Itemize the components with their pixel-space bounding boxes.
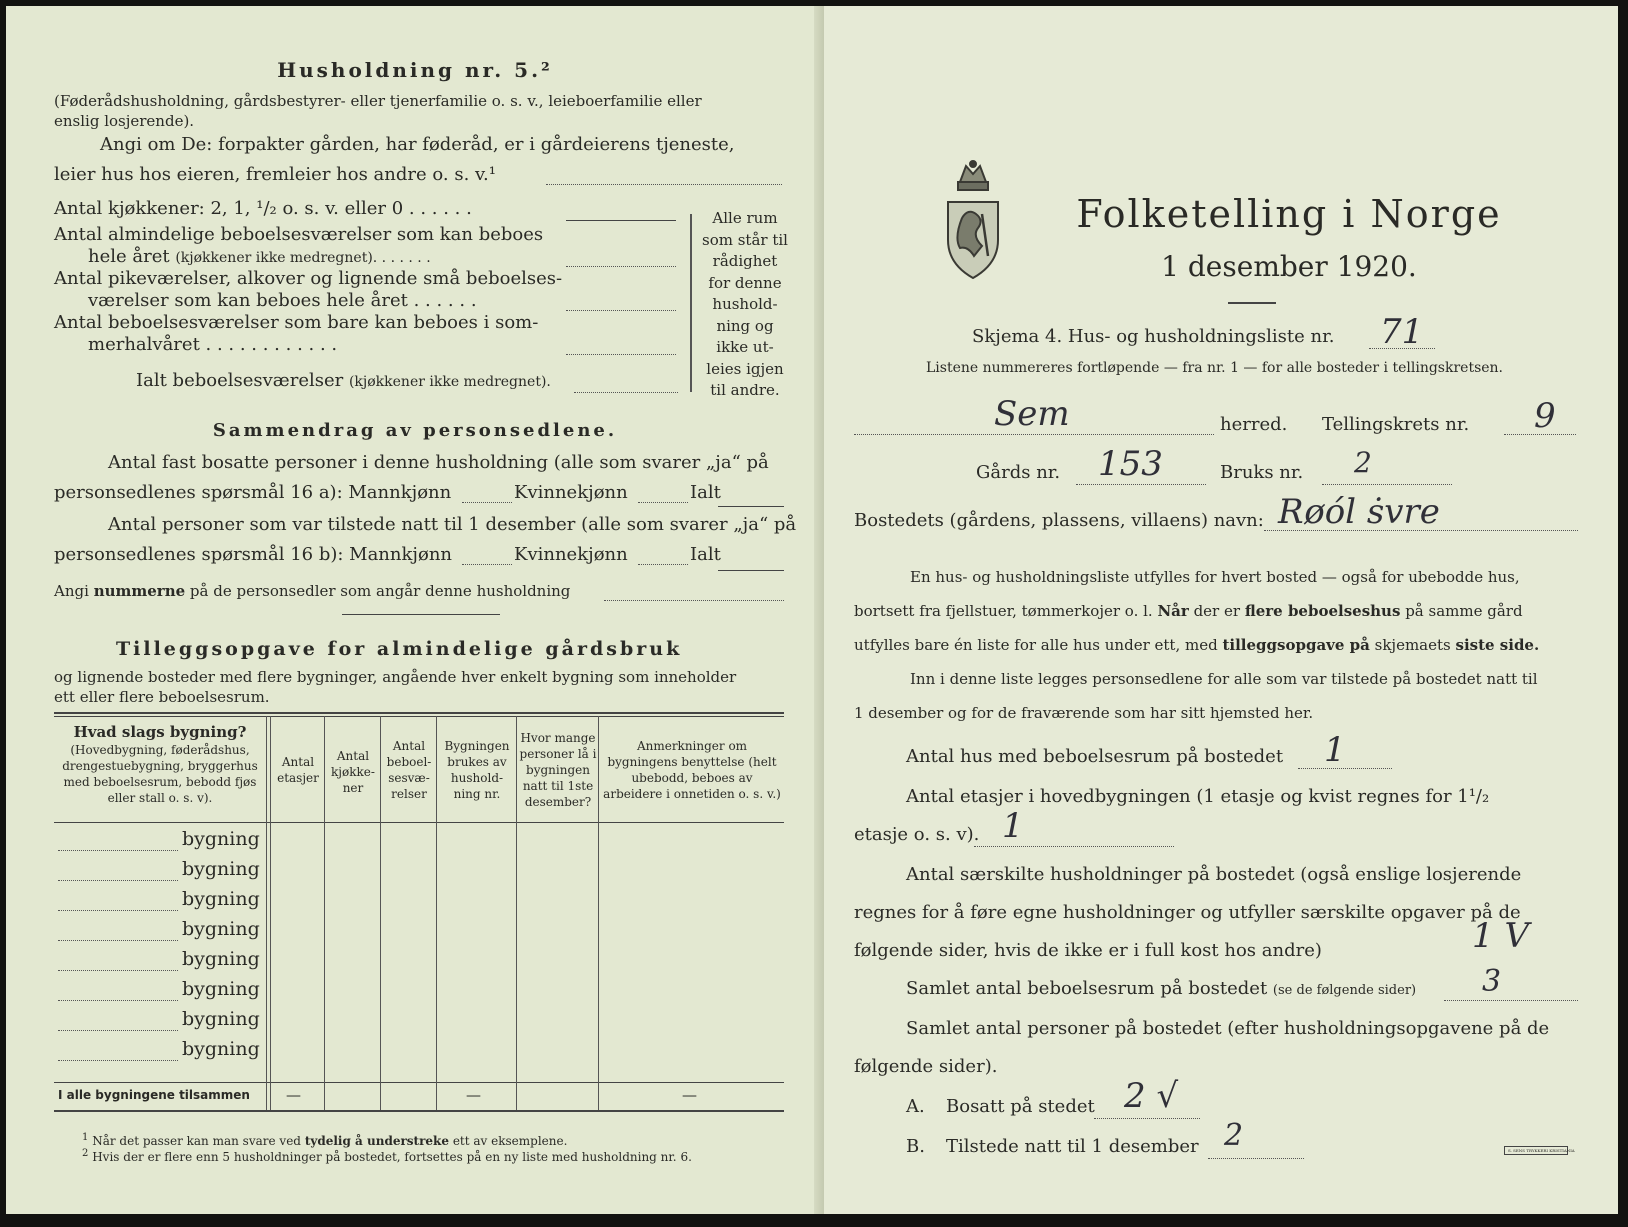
summary-title: Sammendrag av personsedlene. bbox=[212, 420, 618, 441]
skjema-value: 71 bbox=[1380, 312, 1424, 352]
info-5: 1 desember og for de fraværende som har sitt hjemsted her. bbox=[854, 704, 1314, 722]
rooms-q1-b: hele året (kjøkkener ikke medregnet). . . . . . . bbox=[88, 246, 431, 267]
angi-nummerne: Angi nummerne på de personsedler som angår denne husholdning bbox=[54, 582, 571, 600]
intro-paren-1: (Føderådshusholdning, gårdsbestyrer- eller tjenerfamilie o. s. v., leieboerfamilie eller bbox=[54, 92, 702, 110]
table-row-label: bygning bbox=[182, 1008, 260, 1030]
left-page bbox=[6, 6, 824, 1214]
a-text: Bosatt på stedet bbox=[946, 1096, 1095, 1117]
table-row-dotline bbox=[58, 850, 178, 851]
q-etasjer-value: 1 bbox=[1002, 806, 1024, 846]
info-2: bortsett fra fjellstuer, tømmerkojer o. l. Når der er flere beboelseshus på samme gård bbox=[854, 602, 1523, 620]
table-row-label: bygning bbox=[182, 888, 260, 910]
household-title: Husholdning nr. 5.² bbox=[277, 58, 553, 82]
ialt-1: Ialt bbox=[690, 482, 721, 503]
table-row-dotline bbox=[58, 910, 178, 911]
footnote-2: $^2$ Hvis der er flere enn 5 husholdninger på bostedet, fortsettes på en ny liste med husholdning nr. 6. bbox=[82, 1148, 692, 1164]
total-dash-2: — bbox=[466, 1086, 481, 1104]
rooms-q2-b: værelser som kan beboes hele året . . . . . . bbox=[88, 290, 477, 311]
b-text: Tilstede natt til 1 desember bbox=[946, 1136, 1199, 1157]
tellingskrets-value: 9 bbox=[1534, 396, 1556, 436]
printer-stamp: S. SENS TRYKKERI KRISTIANIA bbox=[1504, 1146, 1568, 1155]
herred-label: herred. bbox=[1220, 414, 1288, 435]
supplement-title: Tilleggsopgave for almindelige gårdsbruk bbox=[116, 638, 683, 660]
brace bbox=[690, 214, 692, 392]
table-row-label: bygning bbox=[182, 978, 260, 1000]
bruks-value: 2 bbox=[1354, 446, 1372, 479]
side-note: Alle rum som står til rådighet for denne hushold- ning og ikke ut- leies igjen til andre. bbox=[702, 209, 788, 399]
bosted-label: Bostedets (gårdens, plassens, villaens) navn: bbox=[854, 510, 1264, 531]
a-label: A. bbox=[906, 1096, 925, 1117]
norwegian-lion-crest-icon bbox=[942, 160, 1004, 284]
col-head-kjokkener: Antal kjøkke-ner bbox=[331, 749, 375, 795]
census-form-spread bbox=[6, 6, 1618, 1214]
census-date: 1 desember 1920. bbox=[1161, 250, 1417, 283]
table-row-label: bygning bbox=[182, 948, 260, 970]
q-pers-1: Samlet antal personer på bostedet (efter husholdningsopgavene på de bbox=[906, 1018, 1550, 1039]
q-rum: Samlet antal beboelsesrum på bostedet (se de følgende sider) bbox=[906, 978, 1417, 999]
q-etasjer-2: etasje o. s. v). bbox=[854, 824, 980, 845]
kvinne-2: Kvinnekjønn bbox=[514, 544, 628, 565]
total-dash-3: — bbox=[682, 1086, 697, 1104]
table-row-dotline bbox=[58, 1000, 178, 1001]
col-head-anmerkninger: Anmerkninger om bygningens benyttelse (helt ubebodd, beboes av arbeidere i onnetiden o. s. v.) bbox=[603, 739, 781, 801]
col-head-bruk: Bygningen brukes av hushold-ning nr. bbox=[444, 739, 510, 801]
supplement-2: ett eller flere beboelsesrum. bbox=[54, 688, 270, 706]
q-hush-3: følgende sider, hvis de ikke er i full kost hos andre) bbox=[854, 940, 1322, 961]
table-row-label: bygning bbox=[182, 918, 260, 940]
total-dash-1: — bbox=[286, 1086, 301, 1104]
gards-value: 153 bbox=[1098, 444, 1163, 484]
col-head-vaerelser: Antal beboel-sesvæ-relser bbox=[386, 739, 432, 801]
tellingskrets-label: Tellingskrets nr. bbox=[1322, 414, 1470, 435]
bosted-value: Røól ṡvre bbox=[1278, 492, 1440, 532]
q-hus-value: 1 bbox=[1324, 730, 1346, 770]
supplement-1: og lignende bosteder med flere bygninger, angående hver enkelt bygning som inneholder bbox=[54, 668, 737, 686]
table-row-dotline bbox=[58, 880, 178, 881]
a-value: 2 √ bbox=[1124, 1076, 1179, 1116]
kitchens-question: Antal kjøkkener: 2, 1, ¹/₂ o. s. v. eller 0 . . . . . . bbox=[54, 198, 472, 219]
angi-line-1: Angi om De: forpakter gården, har føderåd, er i gårdeierens tjeneste, bbox=[100, 134, 735, 155]
col-head-building: Hvad slags bygning? (Hovedbygning, føderådshus, drengestuebygning, bryggerhus med beboelsesrum, bebodd fjøs eller stall o. s. v). bbox=[62, 723, 258, 805]
bruks-label: Bruks nr. bbox=[1220, 462, 1304, 483]
rooms-q3-a: Antal beboelsesværelser som bare kan beboes i som- bbox=[54, 312, 539, 333]
q-hush-value: 1 V bbox=[1472, 916, 1529, 956]
q-rum-value: 3 bbox=[1482, 964, 1502, 999]
table-row-dotline bbox=[58, 970, 178, 971]
b-value: 2 bbox=[1224, 1118, 1244, 1153]
angi-line-2: leier hus hos eieren, fremleier hos andre o. s. v.¹ bbox=[54, 164, 496, 185]
intro-paren-2: enslig losjerende). bbox=[54, 112, 195, 130]
right-page bbox=[824, 6, 1618, 1214]
rooms-q2-a: Antal pikeværelser, alkover og lignende små beboelses- bbox=[54, 268, 563, 289]
info-1: En hus- og husholdningsliste utfylles for hvert bosted — også for ubebodde hus, bbox=[910, 568, 1520, 586]
col-head-etasjer: Antal etasjer bbox=[277, 755, 319, 785]
b-label: B. bbox=[906, 1136, 925, 1157]
summary-2b: personsedlenes spørsmål 16 b): Mannkjønn bbox=[54, 544, 453, 565]
rooms-total: Ialt beboelsesværelser (kjøkkener ikke medregnet). bbox=[136, 370, 551, 391]
info-3: utfylles bare én liste for alle hus under ett, med tilleggsopgave på skjemaets siste side. bbox=[854, 636, 1540, 654]
herred-value: Sem bbox=[994, 394, 1070, 434]
table-row-label: bygning bbox=[182, 858, 260, 880]
total-row-label: I alle bygningene tilsammen bbox=[58, 1088, 250, 1102]
table-row-dotline bbox=[58, 940, 178, 941]
q-etasjer-1: Antal etasjer i hovedbygningen (1 etasje og kvist regnes for 1¹/₂ bbox=[906, 786, 1490, 807]
q-hush-1: Antal særskilte husholdninger på bostedet (også enslige losjerende bbox=[906, 864, 1522, 885]
q-hus: Antal hus med beboelsesrum på bostedet bbox=[906, 746, 1284, 767]
kvinne-1: Kvinnekjønn bbox=[514, 482, 628, 503]
table-row-dotline bbox=[58, 1030, 178, 1031]
skjema-label: Skjema 4. Hus- og husholdningsliste nr. bbox=[972, 326, 1335, 347]
main-title: Folketelling i Norge bbox=[1076, 192, 1502, 236]
rooms-q1-a: Antal almindelige beboelsesværelser som kan beboes bbox=[54, 224, 544, 245]
rooms-q3-b: merhalvåret . . . . . . . . . . . . bbox=[88, 334, 338, 355]
gards-label: Gårds nr. bbox=[976, 462, 1061, 483]
table-row-dotline bbox=[58, 1060, 178, 1061]
info-4: Inn i denne liste legges personsedlene for alle som var tilstede på bostedet natt til bbox=[910, 670, 1538, 688]
q-pers-2: følgende sider). bbox=[854, 1056, 998, 1077]
summary-1a: Antal fast bosatte personer i denne husholdning (alle som svarer „ja“ på bbox=[108, 452, 769, 473]
table-row-label: bygning bbox=[182, 1038, 260, 1060]
ialt-2: Ialt bbox=[690, 544, 721, 565]
col-head-personer: Hvor mange personer lå i bygningen natt til 1ste desember? bbox=[519, 731, 597, 809]
listene-note: Listene nummereres fortløpende — fra nr. 1 — for alle bosteder i tellingskretsen. bbox=[926, 360, 1504, 376]
summary-1b: personsedlenes spørsmål 16 a): Mannkjønn bbox=[54, 482, 452, 503]
table-row-label: bygning bbox=[182, 828, 260, 850]
summary-2a: Antal personer som var tilstede natt til 1 desember (alle som svarer „ja“ på bbox=[108, 514, 797, 535]
q-hush-2: regnes for å føre egne husholdninger og utfyller særskilte opgaver på de bbox=[854, 902, 1521, 923]
footnote-1: $^1$ Når det passer kan man svare ved tydelig å understreke ett av eksemplene. bbox=[82, 1132, 568, 1148]
